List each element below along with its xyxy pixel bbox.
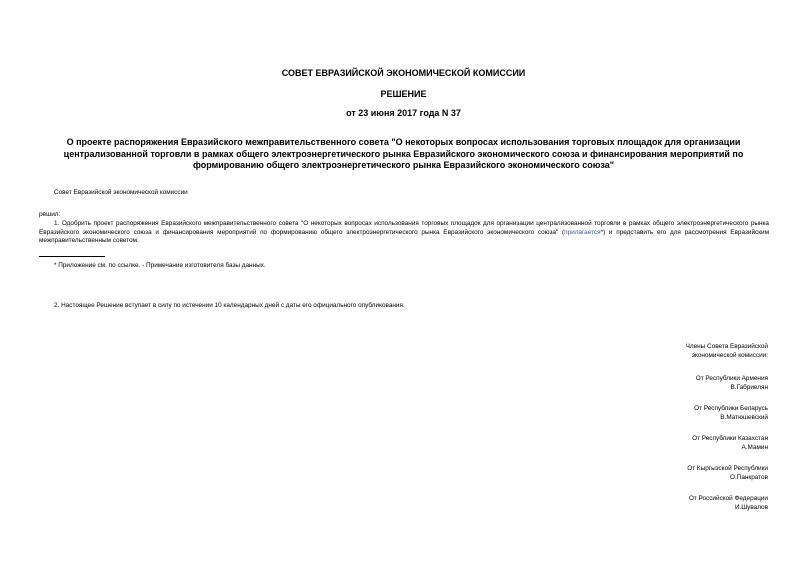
item-2-paragraph: 2. Настоящее Решение вступает в силу по истечении 10 календарных дней с даты его официального опубликования. bbox=[54, 302, 405, 309]
issuer-text: Совет Евразийской экономической комиссии bbox=[54, 189, 188, 196]
item-1-tail: *) и представить его для рассмотрения Евразийским межправительственным советом. bbox=[39, 228, 769, 245]
organization-heading: СОВЕТ ЕВРАЗИЙСКОЙ ЭКОНОМИЧЕСКОЙ КОМИССИИ bbox=[281, 68, 526, 78]
signature-country: От Республики Армения bbox=[695, 375, 768, 382]
footnote-separator bbox=[39, 256, 105, 257]
signature-name: В.Матюшевский bbox=[720, 413, 768, 421]
signature-block-belarus bbox=[694, 405, 768, 422]
item-1-text: 1. Одобрить проект распоряжения Евразийского межправительственного совета "О некоторых вопросах использования торговых площадок для организации централизованной торговли в рамках общего электроэнергетического рынка Евразийского экономического союза и финансирования мероприятий по формированию общего электроэнергетического рынка Евразийского экономического союза" ( bbox=[39, 220, 769, 236]
document-title: О проекте распоряжения Евразийского межправительственного совета "О некоторых вопросах использования торговых площадок для организации централизованной торговли в рамках общего электроэнергетического рынка Евразийского экономического союза и финансирования мероприятий по формированию общего электроэнергетического рынка Евразийского экономического союза" bbox=[63, 137, 744, 170]
attachment-link[interactable]: прилагается bbox=[564, 228, 601, 236]
signature-block-armenia bbox=[696, 375, 768, 392]
signature-name: А.Мамин bbox=[741, 443, 768, 451]
signatures-heading-line-2: экономической комиссии: bbox=[691, 351, 768, 359]
signature-country: От Кыргызской Республики bbox=[687, 465, 768, 472]
signature-block-kazakhstan bbox=[692, 435, 768, 452]
item-1-paragraph bbox=[39, 220, 769, 246]
signatures-heading bbox=[686, 343, 768, 360]
signature-block-russia bbox=[689, 495, 768, 512]
document-type-heading: РЕШЕНИЕ bbox=[380, 89, 427, 99]
signature-block-kyrgyzstan bbox=[687, 465, 768, 482]
footnote-text: * Приложение см. по ссылке. - Примечание изготовителя базы данных. bbox=[54, 262, 266, 269]
signature-name: И.Шувалов bbox=[734, 503, 768, 511]
signature-country: От Республики Беларусь bbox=[694, 405, 768, 412]
signature-name: В.Габриелян bbox=[730, 383, 768, 391]
resolved-text: решил: bbox=[39, 211, 61, 218]
signature-country: От Республики Казахстан bbox=[692, 435, 768, 442]
signature-country: От Российской Федерации bbox=[688, 495, 768, 502]
signatures-heading-line-1: Члены Совета Евразийской bbox=[685, 343, 768, 350]
date-number-heading: от 23 июня 2017 года N 37 bbox=[346, 108, 461, 118]
signature-name: О.Панкратов bbox=[730, 473, 768, 481]
